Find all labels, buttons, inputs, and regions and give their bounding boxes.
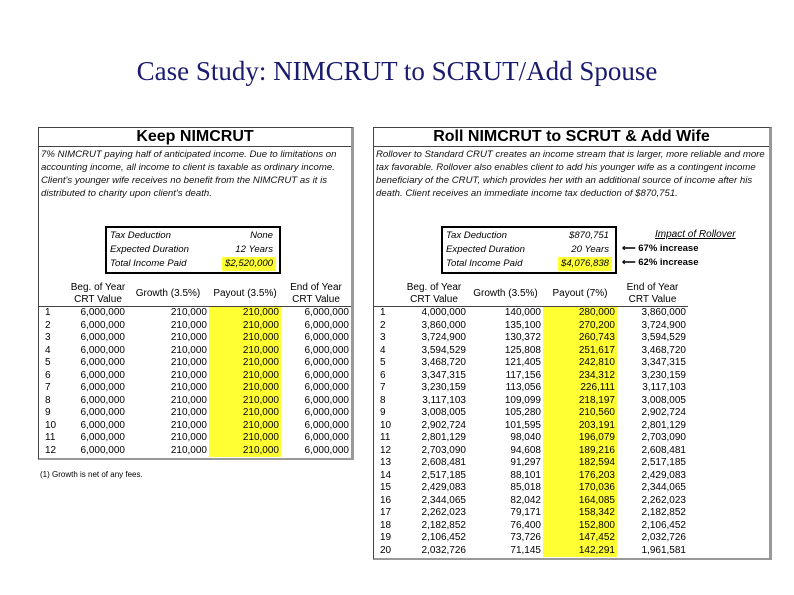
end-value-cell: 6,000,000 (304, 332, 349, 343)
year-cell: 4 (380, 344, 386, 356)
beg-value-cell: 3,594,529 (421, 344, 466, 356)
growth-cell: 210,000 (170, 382, 207, 393)
growth-cell: 117,156 (505, 369, 541, 381)
panel-heading: Roll NIMCRUT to SCRUT & Add Wife (374, 128, 769, 147)
table-header (39, 282, 351, 307)
table-row (374, 357, 688, 370)
arrow-left-icon: ⟵ (622, 243, 639, 254)
year-cell: 7 (45, 382, 51, 393)
year-cell: 1 (45, 307, 51, 318)
summary-row (446, 257, 612, 271)
growth-cell: 71,145 (510, 544, 541, 556)
growth-cell: 210,000 (170, 332, 207, 343)
year-cell: 15 (380, 482, 392, 493)
summary-value: 12 Years (235, 244, 273, 255)
table-row (374, 520, 688, 533)
end-value-cell: 6,000,000 (304, 394, 349, 406)
beg-value-cell: 3,468,720 (421, 357, 466, 368)
growth-cell: 210,000 (170, 344, 207, 356)
beg-value-cell: 6,000,000 (80, 319, 125, 331)
year-cell: 6 (380, 369, 386, 381)
end-value-cell: 6,000,000 (304, 369, 349, 381)
end-value-cell: 1,961,581 (641, 544, 686, 556)
growth-cell: 130,372 (504, 332, 541, 343)
summary-label: Total Income Paid (446, 258, 523, 269)
end-value-cell: 2,902,724 (641, 407, 686, 418)
beg-value-cell: 2,032,726 (421, 544, 466, 556)
table-row (374, 370, 688, 383)
end-value-cell: 6,000,000 (304, 444, 349, 456)
end-value-cell: 3,008,005 (641, 394, 686, 406)
column-header: Payout (3.5%) (209, 282, 281, 307)
beg-value-cell: 2,608,481 (421, 457, 466, 468)
column-header: Growth (3.5%) (127, 282, 209, 307)
summary-row (110, 229, 276, 243)
payout-cell: 270,200 (543, 320, 617, 333)
beg-value-cell: 6,000,000 (80, 357, 125, 368)
end-value-cell: 2,608,481 (641, 444, 686, 456)
growth-cell: 105,280 (504, 407, 541, 418)
table-row (374, 432, 688, 445)
summary-label: Expected Duration (446, 244, 525, 255)
end-value-cell: 6,000,000 (304, 407, 349, 418)
growth-cell: 210,000 (170, 407, 207, 418)
beg-value-cell: 4,000,000 (421, 307, 466, 318)
end-value-cell: 3,117,103 (642, 382, 686, 393)
beg-value-cell: 6,000,000 (80, 407, 125, 418)
panel-description: Rollover to Standard CRUT creates an income stream that is larger, more reliable and more tax favorable. Rollover also enables client to add his younger wife as a contingent income beneficiary of the CRUT, which provides her with an additional source of income after his death. Client receives an immediate income tax deduction of $870,751. (376, 149, 765, 199)
year-cell: 11 (380, 432, 391, 443)
beg-value-cell: 6,000,000 (80, 382, 125, 393)
beg-value-cell: 3,230,159 (421, 382, 466, 393)
table-row (39, 357, 351, 370)
end-value-cell: 2,182,852 (641, 507, 686, 518)
growth-cell: 76,400 (510, 519, 541, 531)
growth-cell: 79,171 (510, 507, 541, 518)
growth-cell: 210,000 (170, 444, 207, 456)
beg-value-cell: 2,262,023 (421, 507, 466, 518)
payout-cell: 260,743 (543, 332, 617, 345)
table-row (39, 420, 351, 433)
growth-cell: 98,040 (510, 432, 541, 443)
beg-value-cell: 2,517,185 (421, 469, 466, 481)
table-row (39, 445, 351, 458)
beg-value-cell: 2,902,724 (421, 419, 466, 431)
beg-value-cell: 6,000,000 (80, 444, 125, 456)
impact-title: Impact of Rollover (655, 229, 736, 240)
payout-cell: 189,216 (543, 445, 617, 458)
summary-value: None (250, 230, 273, 241)
table-row (374, 332, 688, 345)
beg-value-cell: 3,860,000 (421, 319, 466, 331)
payout-cell: 210,000 (209, 445, 281, 458)
payout-cell: 158,342 (543, 507, 617, 520)
payout-cell: 196,079 (543, 432, 617, 445)
summary-row (446, 229, 612, 243)
end-value-cell: 3,347,315 (641, 357, 686, 368)
table-row (374, 532, 688, 545)
beg-value-cell: 3,117,103 (422, 394, 466, 406)
projection-table (374, 282, 688, 557)
end-value-cell: 3,724,900 (641, 319, 686, 331)
payout-cell: 210,000 (209, 332, 281, 345)
table-row (39, 320, 351, 333)
table-row (39, 307, 351, 320)
payout-cell: 210,000 (209, 307, 281, 320)
slide-title: Case Study: NIMCRUT to SCRUT/Add Spouse (136, 56, 658, 86)
table-row (374, 495, 688, 508)
column-header: Growth (3.5%) (468, 282, 543, 307)
payout-cell: 147,452 (543, 532, 617, 545)
table-row (374, 407, 688, 420)
year-cell: 9 (45, 407, 51, 418)
payout-cell: 203,191 (543, 420, 617, 433)
end-value-cell: 2,106,452 (641, 519, 686, 531)
impact-row (622, 257, 752, 271)
end-value-cell: 3,860,000 (641, 307, 686, 318)
summary-box (441, 226, 617, 274)
end-value-cell: 6,000,000 (304, 382, 349, 393)
table-row (39, 332, 351, 345)
arrow-left-icon: ⟵ (622, 257, 639, 268)
year-cell: 1 (380, 307, 386, 318)
beg-value-cell: 3,724,900 (421, 332, 466, 343)
column-header (39, 282, 69, 307)
payout-cell: 152,800 (543, 520, 617, 533)
column-header: Payout (7%) (543, 282, 617, 307)
year-cell: 11 (45, 432, 56, 443)
growth-cell: 140,000 (504, 307, 541, 318)
end-value-cell: 2,801,129 (641, 419, 686, 431)
beg-value-cell: 6,000,000 (80, 394, 125, 406)
growth-cell: 73,726 (510, 532, 541, 543)
summary-row (110, 243, 276, 257)
summary-value: $4,076,838 (558, 257, 612, 271)
end-value-cell: 3,594,529 (641, 332, 686, 343)
footnote: (1) Growth is net of any fees. (40, 470, 143, 479)
summary-row (446, 243, 612, 257)
year-cell: 8 (45, 394, 51, 406)
year-cell: 4 (45, 344, 51, 356)
summary-label: Expected Duration (110, 244, 189, 255)
table-row (39, 395, 351, 408)
year-cell: 17 (380, 507, 392, 518)
payout-cell: 210,000 (209, 357, 281, 370)
end-value-cell: 6,000,000 (304, 357, 349, 368)
growth-cell: 210,000 (170, 419, 207, 431)
payout-cell: 280,000 (543, 307, 617, 320)
payout-cell: 210,000 (209, 320, 281, 333)
growth-cell: 210,000 (170, 432, 207, 443)
summary-label: Tax Deduction (446, 230, 507, 241)
year-cell: 6 (45, 369, 51, 381)
summary-label: Total Income Paid (110, 258, 187, 269)
growth-cell: 125,808 (504, 344, 541, 356)
year-cell: 10 (380, 419, 392, 431)
growth-cell: 210,000 (170, 319, 207, 331)
impact-row (622, 243, 752, 257)
growth-cell: 109,099 (504, 394, 541, 406)
payout-cell: 218,197 (543, 395, 617, 408)
table-row (39, 345, 351, 358)
year-cell: 2 (45, 319, 51, 331)
year-cell: 13 (380, 457, 392, 468)
table-row (374, 470, 688, 483)
growth-cell: 210,000 (170, 307, 207, 318)
payout-cell: 210,000 (209, 370, 281, 383)
end-value-cell: 6,000,000 (304, 419, 349, 431)
growth-cell: 210,000 (170, 369, 207, 381)
year-cell: 2 (380, 319, 386, 331)
year-cell: 14 (380, 469, 392, 481)
payout-cell: 251,617 (543, 345, 617, 358)
summary-value: $2,520,000 (222, 257, 276, 271)
summary-value: 20 Years (571, 244, 609, 255)
beg-value-cell: 6,000,000 (80, 419, 125, 431)
table-row (39, 382, 351, 395)
end-value-cell: 6,000,000 (304, 344, 349, 356)
payout-cell: 210,560 (543, 407, 617, 420)
impact-duration: 67% increase (638, 243, 699, 254)
growth-cell: 82,042 (510, 494, 541, 506)
growth-cell: 91,297 (510, 457, 541, 468)
end-value-cell: 2,262,023 (641, 494, 686, 506)
year-cell: 3 (380, 332, 386, 343)
end-value-cell: 2,344,065 (641, 482, 686, 493)
column-header: End of Year CRT Value (281, 282, 351, 307)
payout-cell: 210,000 (209, 345, 281, 358)
table-row (374, 507, 688, 520)
year-cell: 7 (380, 382, 386, 393)
payout-cell: 164,085 (543, 495, 617, 508)
column-header: End of Year CRT Value (617, 282, 688, 307)
end-value-cell: 2,032,726 (641, 532, 686, 543)
table-row (374, 545, 688, 558)
summary-row (110, 257, 276, 271)
beg-value-cell: 3,008,005 (421, 407, 466, 418)
table-row (374, 345, 688, 358)
beg-value-cell: 6,000,000 (80, 369, 125, 381)
beg-value-cell: 6,000,000 (80, 432, 125, 443)
end-value-cell: 6,000,000 (304, 307, 349, 318)
beg-value-cell: 6,000,000 (80, 344, 125, 356)
keep-nimcrut-panel (38, 127, 354, 460)
growth-cell: 135,100 (504, 319, 541, 331)
year-cell: 8 (380, 394, 386, 406)
growth-cell: 210,000 (170, 357, 207, 368)
growth-cell: 94,608 (510, 444, 541, 456)
payout-cell: 182,594 (543, 457, 617, 470)
summary-value: $870,751 (568, 230, 609, 241)
table-row (374, 482, 688, 495)
end-value-cell: 2,703,090 (641, 432, 686, 443)
year-cell: 18 (380, 519, 392, 531)
table-row (39, 407, 351, 420)
year-cell: 5 (380, 357, 386, 368)
growth-cell: 101,595 (504, 419, 541, 431)
year-cell: 19 (380, 532, 392, 543)
payout-cell: 210,000 (209, 407, 281, 420)
beg-value-cell: 6,000,000 (80, 332, 125, 343)
column-header (374, 282, 400, 307)
payout-cell: 210,000 (209, 395, 281, 408)
growth-cell: 85,018 (510, 482, 541, 493)
payout-cell: 234,312 (543, 370, 617, 383)
table-row (374, 307, 688, 320)
growth-cell: 113,056 (505, 382, 541, 393)
beg-value-cell: 3,347,315 (421, 369, 466, 381)
impact-income: 62% increase (638, 257, 699, 268)
payout-cell: 210,000 (209, 432, 281, 445)
end-value-cell: 6,000,000 (304, 319, 349, 331)
end-value-cell: 6,000,000 (304, 432, 349, 443)
payout-cell: 210,000 (209, 382, 281, 395)
beg-value-cell: 2,106,452 (421, 532, 466, 543)
end-value-cell: 3,230,159 (641, 369, 686, 381)
table-row (39, 370, 351, 383)
beg-value-cell: 2,703,090 (421, 444, 466, 456)
payout-cell: 210,000 (209, 420, 281, 433)
table-header (374, 282, 688, 307)
end-value-cell: 2,517,185 (641, 457, 686, 468)
year-cell: 3 (45, 332, 51, 343)
year-cell: 9 (380, 407, 386, 418)
payout-cell: 176,203 (543, 470, 617, 483)
end-value-cell: 2,429,083 (641, 469, 686, 481)
year-cell: 12 (45, 444, 57, 456)
payout-cell: 242,810 (543, 357, 617, 370)
panel-heading: Keep NIMCRUT (39, 128, 351, 147)
summary-label: Tax Deduction (110, 230, 171, 241)
year-cell: 5 (45, 357, 51, 368)
beg-value-cell: 2,344,065 (421, 494, 466, 506)
projection-table (39, 282, 351, 457)
roll-scrut-panel (373, 127, 772, 560)
panel-description: 7% NIMCRUT paying half of anticipated income. Due to limitations on accounting income, all income to client is taxable as ordinary income. Client's younger wife receives no benefit from the NIMCRUT as it is distributed to charity upon client's death. (41, 149, 337, 199)
beg-value-cell: 2,429,083 (421, 482, 466, 493)
beg-value-cell: 2,182,852 (421, 519, 466, 531)
column-header: Beg. of Year CRT Value (70, 282, 126, 305)
table-row (374, 457, 688, 470)
year-cell: 16 (380, 494, 392, 506)
table-row (39, 432, 351, 445)
column-header: Beg. of Year CRT Value (400, 282, 468, 307)
table-row (374, 382, 688, 395)
impact-section (622, 229, 752, 271)
payout-cell: 142,291 (543, 545, 617, 558)
beg-value-cell: 2,801,129 (421, 432, 466, 443)
year-cell: 12 (380, 444, 392, 456)
beg-value-cell: 6,000,000 (80, 307, 125, 318)
growth-cell: 210,000 (170, 394, 207, 406)
year-cell: 10 (45, 419, 57, 431)
payout-cell: 170,036 (543, 482, 617, 495)
table-row (374, 420, 688, 433)
payout-cell: 226,111 (543, 382, 617, 395)
table-row (374, 320, 688, 333)
summary-box (105, 226, 281, 274)
year-cell: 20 (380, 544, 392, 556)
growth-cell: 88,101 (510, 469, 541, 481)
table-row (374, 395, 688, 408)
growth-cell: 121,405 (504, 357, 541, 368)
table-row (374, 445, 688, 458)
end-value-cell: 3,468,720 (641, 344, 686, 356)
